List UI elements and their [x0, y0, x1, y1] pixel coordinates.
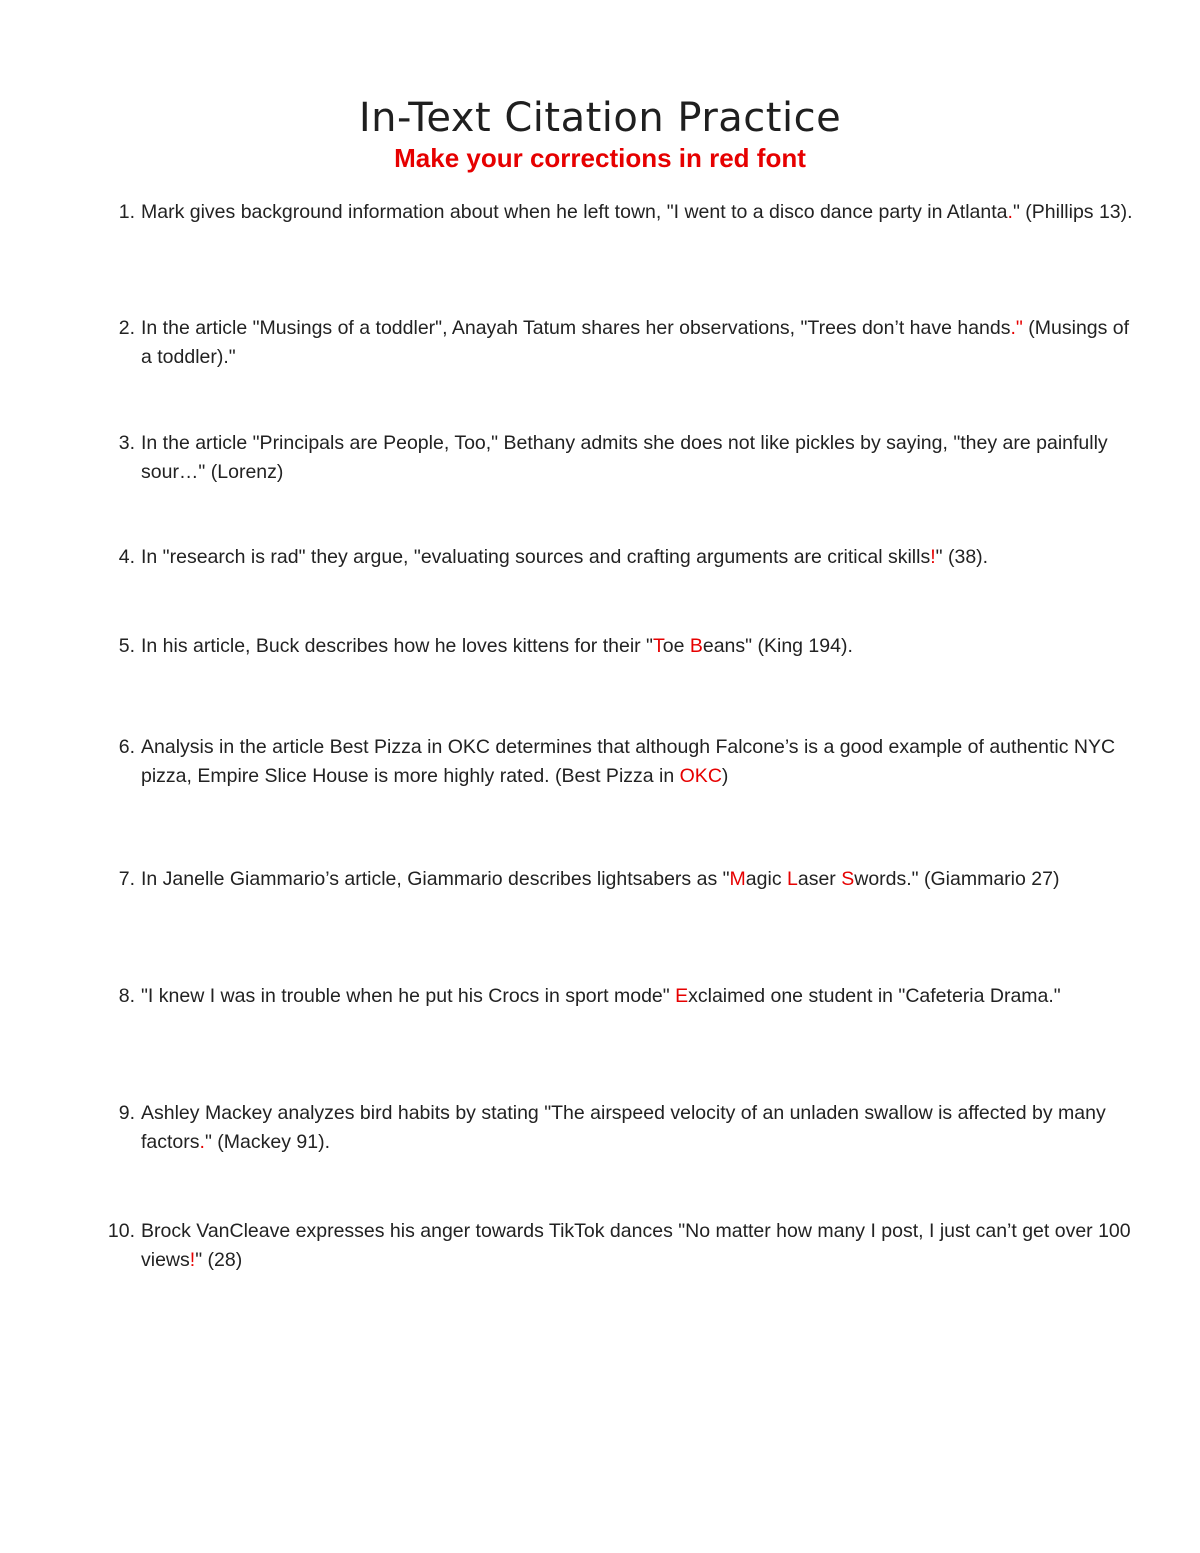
item-text: In the article "Musings of a toddler", Anayah Tatum shares her observations, "Trees don’t have hands." (Musings of a toddler).": [141, 317, 1130, 368]
item-number: 4.: [118, 546, 135, 568]
item-text: Ashley Mackey analyzes bird habits by stating "The airspeed velocity of an unladen swallow is affected by many factors." (Mackey 91).: [141, 1102, 1106, 1153]
item-number: 1.: [118, 201, 135, 223]
item-text: In his article, Buck describes how he loves kittens for their "Toe Beans" (King 194).: [141, 635, 853, 657]
instructions-subtitle: Make your corrections in red font: [394, 143, 806, 173]
item-number: 3.: [118, 432, 135, 454]
item-text: Mark gives background information about when he left town, "I went to a disco dance party in Atlanta." (Phillips 13).: [141, 201, 1133, 223]
item-text: In Janelle Giammario’s article, Giammario describes lightsabers as "Magic Laser Swords." (Giammario 27): [141, 868, 1060, 890]
item-number: 8.: [118, 985, 135, 1007]
page-title: In-Text Citation Practice: [358, 94, 842, 141]
item-text: Analysis in the article Best Pizza in OKC determines that although Falcone’s is a good example of authentic NYC pizza, Empire Slice House is more highly rated. (Best Pizza in OKC): [141, 736, 1116, 787]
item-number: 2.: [118, 317, 135, 339]
item-number: 10.: [107, 1220, 135, 1242]
item-number: 6.: [118, 736, 135, 758]
item-text: Brock VanCleave expresses his anger towards TikTok dances "No matter how many I post, I just can’t get over 100 views!" (28): [141, 1220, 1131, 1271]
item-text: In "research is rad" they argue, "evaluating sources and crafting arguments are critical skills!" (38).: [141, 546, 989, 568]
item-number: 5.: [118, 635, 135, 657]
item-number: 7.: [118, 868, 135, 890]
item-number: 9.: [118, 1102, 135, 1124]
item-text: In the article "Principals are People, Too," Bethany admits she does not like pickles by saying, "they are painfully sour…" (Lorenz): [141, 432, 1108, 483]
item-text: "I knew I was in trouble when he put his Crocs in sport mode" Exclaimed one student in "Cafeteria Drama.": [141, 985, 1061, 1007]
